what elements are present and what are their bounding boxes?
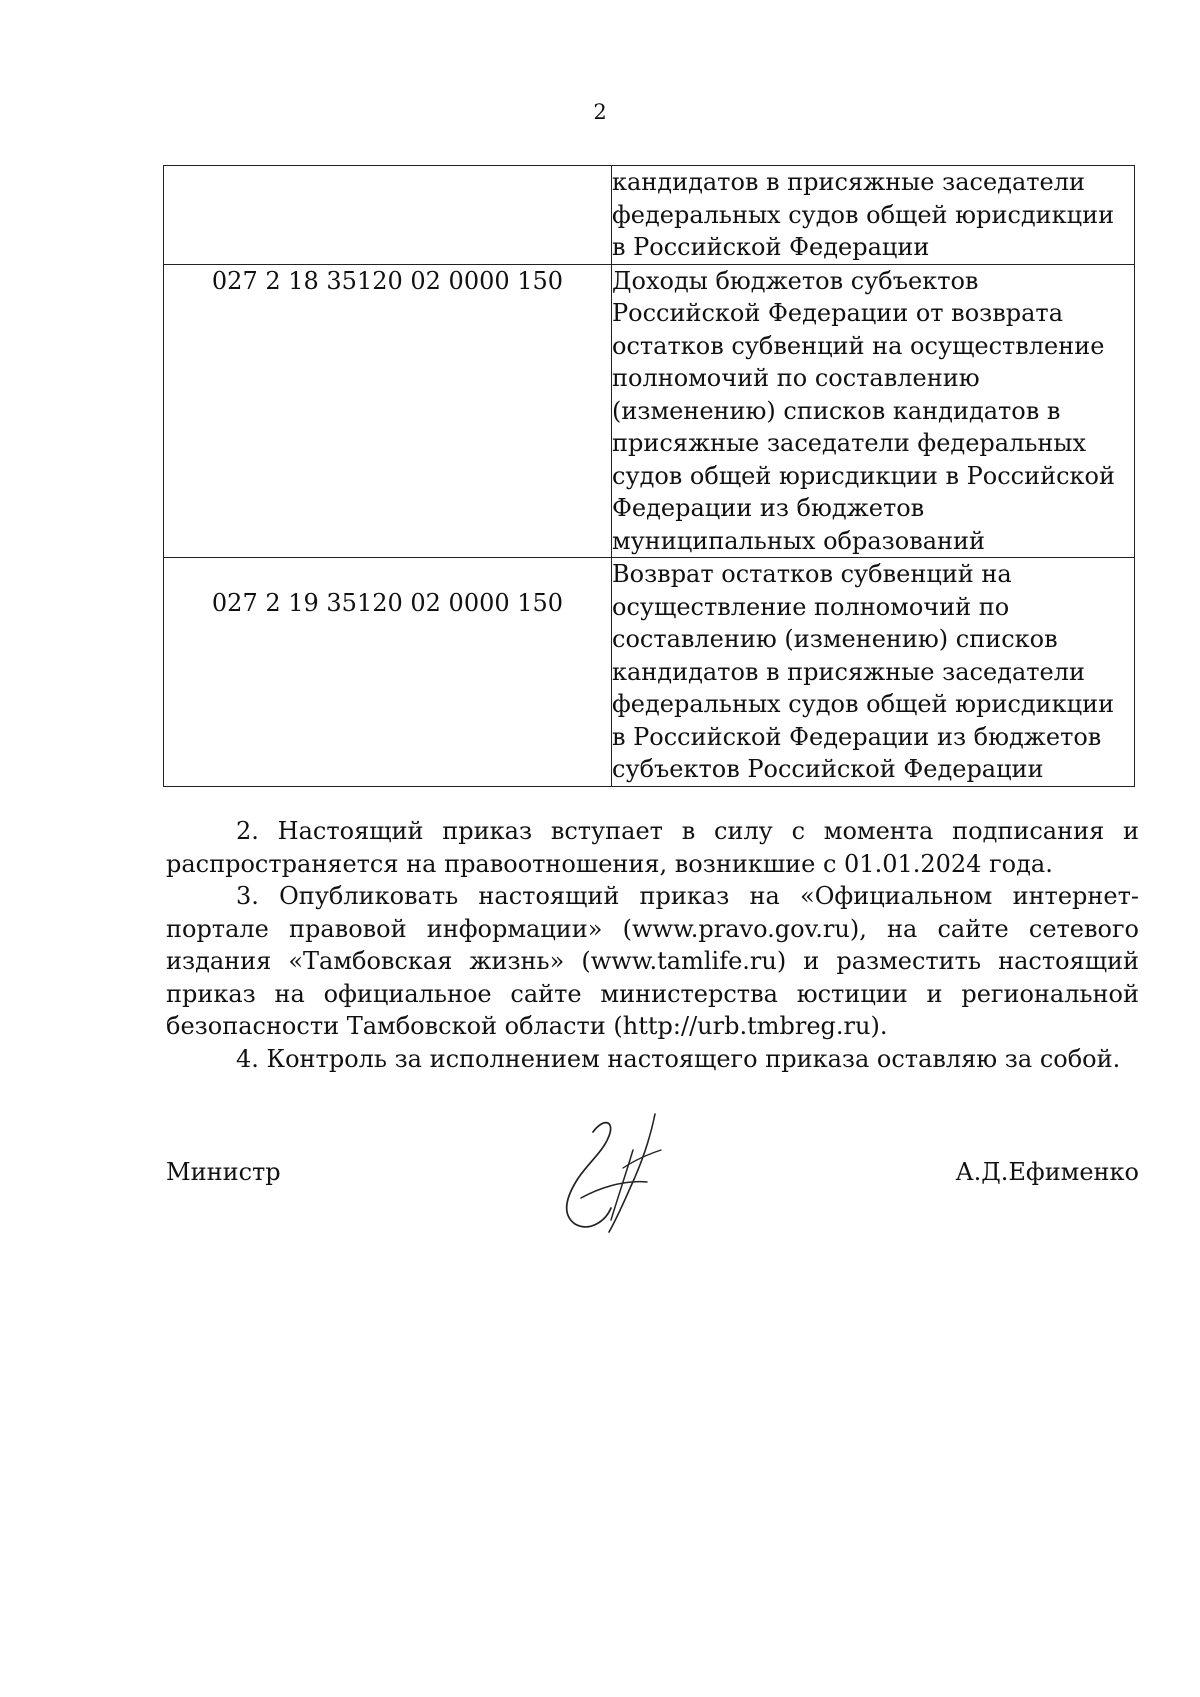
budget-code: 027 2 19 35120 02 0000 150 <box>211 589 564 617</box>
description-cell: Доходы бюджетов субъектов Российской Федерации от возврата остатков субвенций на осуществление полномочий по составлению (изменению) списков кандидатов в присяжные заседатели федеральных судов общей юрисдикции в Российской Федерации из бюджетов муниципальных образований <box>612 264 1135 558</box>
code-cell <box>164 558 612 787</box>
handwritten-signature <box>531 1110 691 1240</box>
code-cell <box>164 264 612 558</box>
table-row <box>164 558 1135 787</box>
code-cell <box>164 166 612 265</box>
signatory-name: А.Д.Ефименко <box>955 1158 1139 1186</box>
signature-block <box>166 1110 1139 1240</box>
page-number: 2 <box>593 100 607 124</box>
paragraph-publication: 3. Опубликовать настоящий приказ на «Официальном интернет-портале правовой информации» (www.pravo.gov.ru), на сайте сетевого издания «Тамбовская жизнь» (www.tamlife.ru) и разместить настоящий приказ на официальное сайте министерства юстиции и региональной безопасности Тамбовской области (http://urb.tmbreg.ru). <box>166 882 1139 1040</box>
description-cell: Возврат остатков субвенций на осуществление полномочий по составлению (изменению) списков кандидатов в присяжные заседатели федеральных судов общей юрисдикции в Российской Федерации из бюджетов субъектов Российской Федерации <box>612 558 1135 787</box>
budget-codes-table <box>163 165 1135 787</box>
order-paragraphs <box>166 815 1139 1075</box>
paragraph-effective-date: 2. Настоящий приказ вступает в силу с момента подписания и распространяется на правоотношения, возникшие с 01.01.2024 года. <box>166 817 1139 878</box>
description-cell: кандидатов в присяжные заседатели федеральных судов общей юрисдикции в Российской Федерации <box>612 166 1135 265</box>
table-row <box>164 264 1135 558</box>
paragraph-control: 4. Контроль за исполнением настоящего приказа оставляю за собой. <box>236 1044 1121 1073</box>
signatory-title: Министр <box>166 1158 281 1186</box>
table-row <box>164 166 1135 265</box>
budget-code: 027 2 18 35120 02 0000 150 <box>211 266 564 295</box>
